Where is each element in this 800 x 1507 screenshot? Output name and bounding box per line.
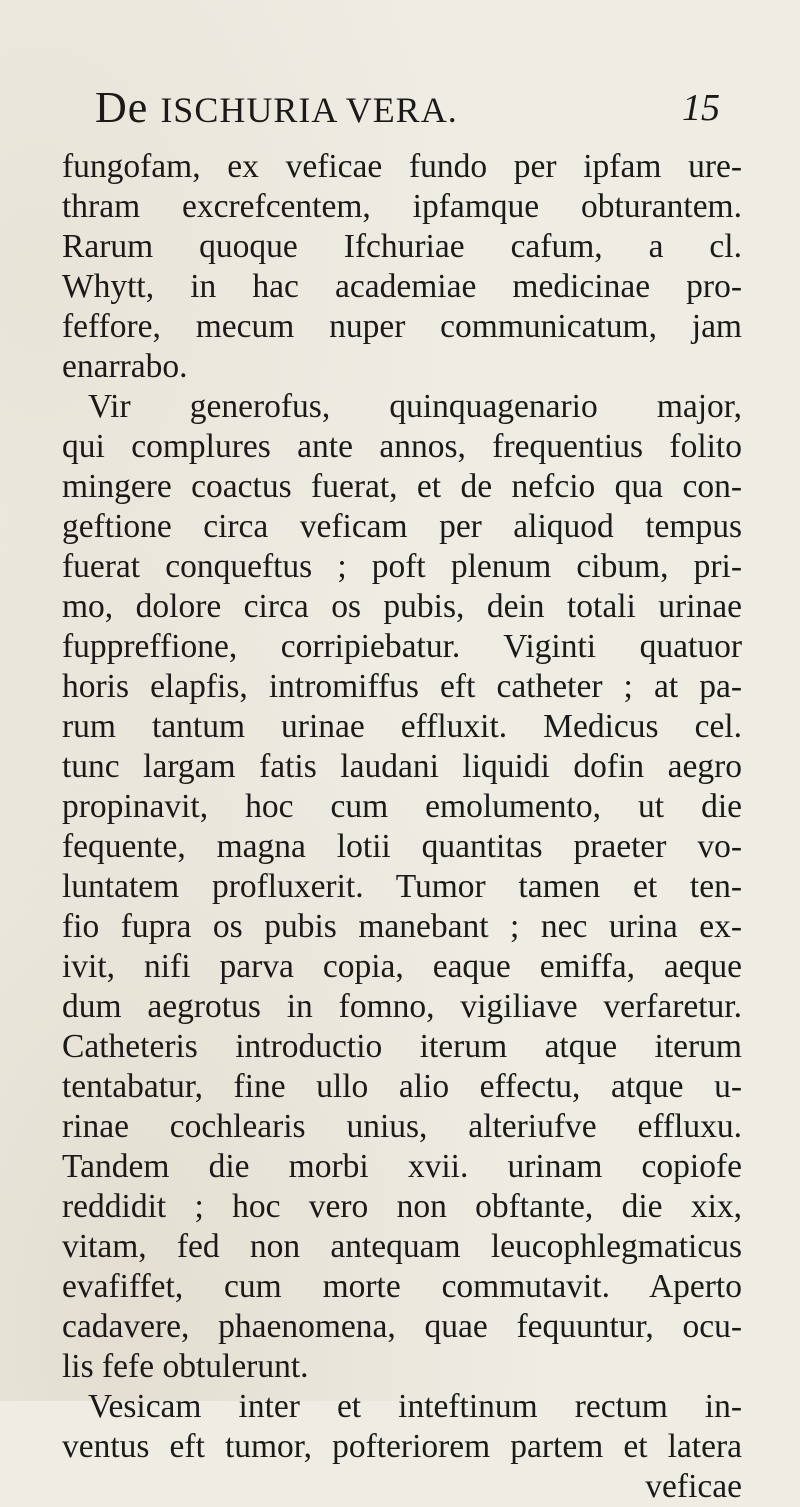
text-line: mo, dolore circa os pubis, dein totali urinae [62, 588, 742, 625]
text-line: fungofam, ex veficae fundo per ipfam ure- [62, 148, 742, 185]
text-line: Vir generofus, quinquagenario major, [88, 388, 742, 425]
text-line: geftione circa veficam per aliquod tempus [62, 508, 742, 545]
text-line: Vesicam inter et inteftinum rectum in- [88, 1388, 742, 1425]
page-number: 15 [682, 87, 720, 129]
text-line: reddidit ; hoc vero non obftante, die xix, [62, 1188, 742, 1225]
text-line: evafiffet, cum morte commutavit. Aperto [62, 1268, 742, 1305]
text-line: Tandem die morbi xvii. urinam copiofe [62, 1148, 742, 1185]
text-line: vitam, fed non antequam leucophlegmaticus [62, 1228, 742, 1265]
text-line: fuppreffione, corripiebatur. Viginti quatuor [62, 628, 742, 665]
running-header [95, 82, 720, 142]
text-line: lis fefe obtulerunt. [62, 1348, 309, 1385]
text-line: Catheteris introductio iterum atque iterum [62, 1028, 742, 1065]
running-title-main: ISCHURIA VERA. [160, 90, 458, 130]
text-line: ventus eft tumor, pofteriorem partem et latera [62, 1428, 742, 1465]
text-line: fuerat conqueftus ; poft plenum cibum, pri- [62, 548, 742, 585]
text-line: qui complures ante annos, frequentius folito [62, 428, 742, 465]
text-line: dum aegrotus in fomno, vigiliave verfaretur. [62, 988, 742, 1025]
text-line: Whytt, in hac academiae medicinae pro- [62, 268, 742, 305]
text-line: luntatem profluxerit. Tumor tamen et ten- [62, 868, 742, 905]
text-line: feffore, mecum nuper communicatum, jam [62, 308, 742, 345]
running-title-prefix: De [95, 83, 149, 132]
text-line: fequente, magna lotii quantitas praeter vo- [62, 828, 742, 865]
text-line: Rarum quoque Ifchuriae cafum, a cl. [62, 228, 742, 265]
text-line: rinae cochlearis unius, alteriufve effluxu. [62, 1108, 742, 1145]
text-line: thram excrefcentem, ipfamque obturantem. [62, 188, 742, 225]
text-line: mingere coactus fuerat, et de nefcio qua con- [62, 468, 742, 505]
text-line: ivit, nifi parva copia, eaque emiffa, aeque [62, 948, 742, 985]
text-line: rum tantum urinae effluxit. Medicus cel. [62, 708, 742, 745]
text-line: tentabatur, fine ullo alio effectu, atque u- [62, 1068, 742, 1105]
catchword: veficae [645, 1468, 742, 1505]
running-title [95, 82, 458, 133]
text-line: cadavere, phaenomena, quae fequuntur, ocu- [62, 1308, 742, 1345]
text-line: tunc largam fatis laudani liquidi dofin aegro [62, 748, 742, 785]
text-line: horis elapfis, intromiffus eft catheter ; at pa- [62, 668, 742, 705]
text-line: enarrabo. [62, 348, 188, 385]
text-line: propinavit, hoc cum emolumento, ut die [62, 788, 742, 825]
body-text [62, 147, 742, 1507]
text-line: fio fupra os pubis manebant ; nec urina ex- [62, 908, 742, 945]
